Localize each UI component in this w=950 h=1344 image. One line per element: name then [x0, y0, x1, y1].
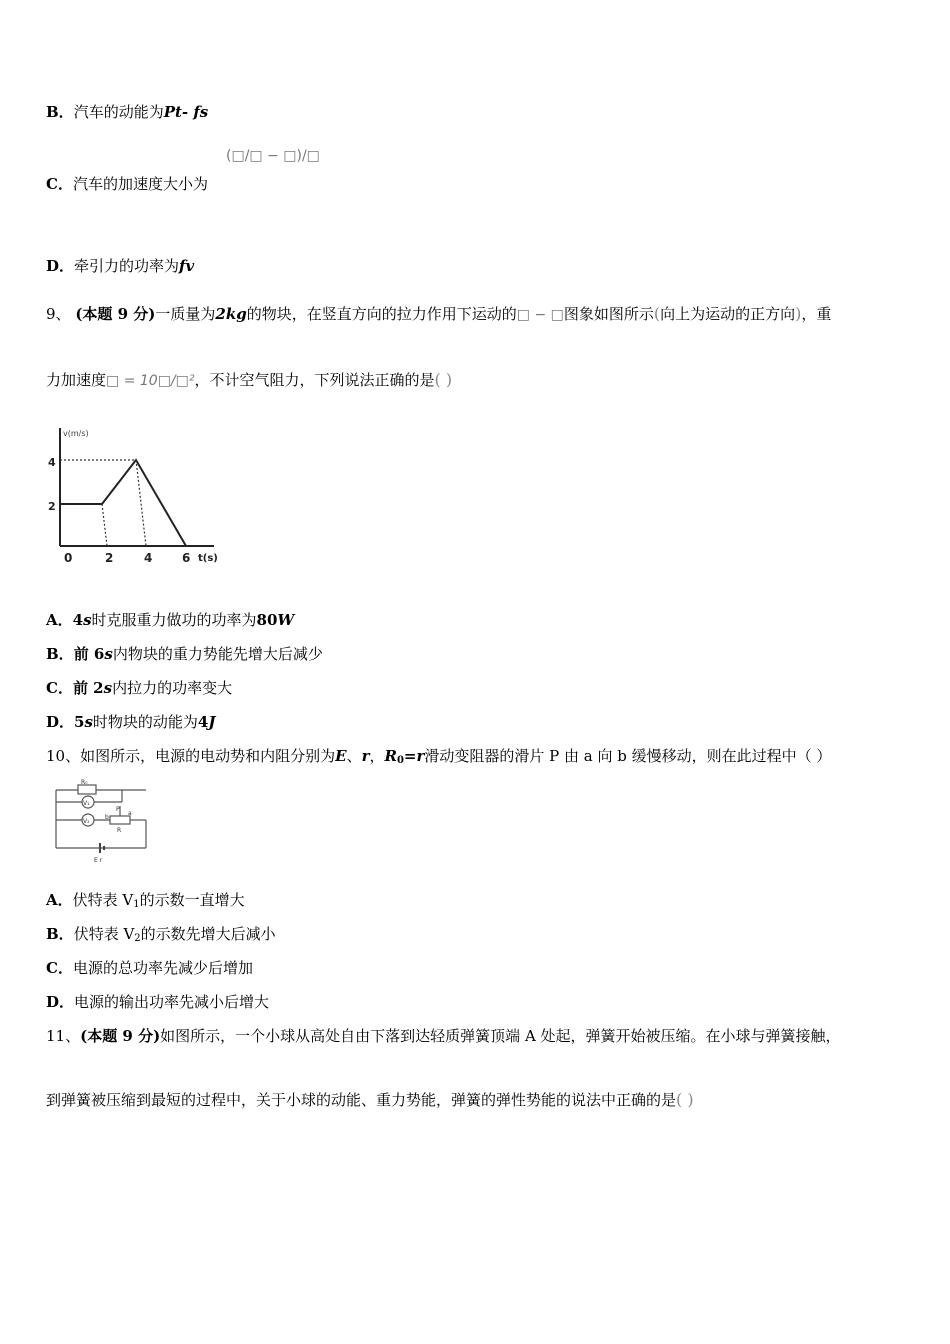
option-text: 的示数先增大后减小	[140, 925, 276, 943]
option-label: C．	[46, 959, 73, 977]
resistance-symbol: r	[361, 747, 370, 765]
option-text: 电源的输出功率先减小后增大	[74, 993, 270, 1011]
option-text: 内物块的重力势能先增大后减少	[112, 645, 323, 663]
option-subscript: 2	[134, 933, 141, 944]
q9-option-d	[46, 712, 215, 732]
option-text: 电源的总功率先减少后增加	[72, 959, 253, 977]
option-label: C．	[46, 175, 73, 193]
stem-text: 如图所示，一个小球从高处自由下落到达轻质弹簧顶端 A 处起，弹簧开始被压缩。在小球与弹簧接触，	[160, 1027, 841, 1045]
stem-text: 的物块，在竖直方向的拉力作用下运动的	[246, 305, 517, 323]
r0-subscript: 0	[396, 755, 404, 766]
vt-line	[60, 460, 186, 546]
vt-symbol: □ − □	[516, 307, 564, 323]
stem-text: 一质量为	[155, 305, 216, 323]
q10-stem	[46, 746, 831, 771]
option-label: C．	[46, 679, 73, 697]
stem-text: 到弹簧被压缩到最短的过程中，关于小球的动能、重力势能，弹簧的弹性势能的说法中正确的是	[46, 1091, 677, 1109]
x-tick-4: 4	[144, 551, 153, 565]
option-text: 汽车的动能为	[73, 103, 164, 121]
option-text: 牵引力的功率为	[74, 257, 180, 275]
option-text: 时物块的动能为	[92, 713, 198, 731]
stem-text: ，重	[801, 305, 832, 323]
option-label: D．	[46, 993, 75, 1011]
q9-stem-line2	[46, 370, 452, 391]
stem-text: ，不计空气阻力，下列说法正确的是	[194, 371, 435, 389]
label-v2: V₂	[83, 818, 90, 825]
option-text: 内拉力的功率变大	[112, 679, 233, 697]
y-tick-2: 2	[48, 500, 56, 513]
stem-text: ，	[369, 747, 385, 765]
y-axis-label: v(m/s)	[63, 429, 89, 438]
label-r: R	[117, 827, 122, 834]
option-num: 前 6	[73, 645, 105, 663]
stem-text: 图象如图所示	[563, 305, 654, 323]
x-tick-0: 0	[64, 551, 73, 565]
option-num: 4	[197, 713, 209, 731]
option-unit: s	[104, 645, 113, 663]
emf-symbol: E	[335, 747, 347, 765]
x-axis-label: t(s)	[198, 553, 218, 564]
option-label: A．	[46, 891, 73, 909]
label-er: E r	[94, 857, 103, 864]
q9-option-c	[46, 678, 232, 698]
y-tick-4: 4	[48, 456, 56, 469]
option-text: 时克服重力做功的功率为	[91, 611, 257, 629]
q8-option-b	[46, 102, 208, 122]
dash-t2	[102, 504, 107, 546]
option-unit: s	[83, 611, 92, 629]
option-formula: Pt- fs	[163, 103, 209, 121]
q9-option-a	[46, 610, 294, 630]
x-tick-6: 6	[182, 551, 191, 565]
option-unit: J	[208, 713, 216, 731]
option-text: 的示数一直增大	[139, 891, 245, 909]
q8-option-d	[46, 256, 194, 276]
label-r0: R₀	[81, 779, 88, 786]
q11-stem-line1	[46, 1026, 841, 1046]
question-number: 10、	[46, 747, 81, 765]
question-score: (本题 9 分)	[75, 305, 156, 323]
q10-option-b	[46, 924, 276, 949]
x-tick-2: 2	[105, 551, 114, 565]
circuit-diagram	[50, 776, 154, 864]
mass-value: 2kg	[215, 305, 247, 323]
option-num: 4	[72, 611, 84, 629]
option-num: 前 2	[72, 679, 104, 697]
option-label: D．	[46, 713, 75, 731]
option-unit: s	[84, 713, 93, 731]
option-label: B．	[46, 645, 74, 663]
gravity-formula: □ = 10□/□²	[106, 373, 195, 389]
paren-close: )	[795, 304, 802, 323]
question-score: (本题 9 分)	[80, 1027, 161, 1045]
vt-graph	[46, 424, 236, 570]
q9-option-b	[46, 644, 323, 664]
option-label: B．	[46, 925, 74, 943]
option-unit: s	[103, 679, 113, 697]
q11-stem-line2	[46, 1090, 694, 1110]
label-b: b	[105, 814, 109, 821]
question-number: 9、	[46, 305, 71, 323]
q8-option-c-formula: (□/□ − □)/□	[226, 148, 320, 164]
stem-text: 如图所示，电源的电动势和内阻分别为	[80, 747, 336, 765]
equals: =	[403, 747, 417, 765]
q9-stem-line1	[46, 304, 831, 325]
option-label: D．	[46, 257, 75, 275]
answer-paren: ( )	[434, 370, 453, 389]
label-a: a	[128, 810, 132, 817]
label-v1: V₁	[83, 800, 90, 807]
paren-open: (	[653, 304, 661, 323]
option-num: 5	[74, 713, 85, 731]
option-subscript: 1	[133, 899, 140, 910]
option-text: 汽车的加速度大小为	[72, 175, 208, 193]
answer-paren: ( )	[676, 1090, 694, 1109]
option-num: 80	[256, 611, 278, 629]
stem-text: 、	[346, 747, 362, 765]
q10-option-c	[46, 958, 253, 978]
option-unit: W	[277, 611, 295, 629]
stem-text: 力加速度	[46, 371, 107, 389]
option-label: A．	[46, 611, 73, 629]
option-formula: fv	[179, 257, 195, 275]
question-number: 11、	[46, 1027, 81, 1045]
option-label: B．	[46, 103, 74, 121]
q10-option-a	[46, 890, 245, 915]
stem-text: 滑动变阻器的滑片 P 由 a 向 b 缓慢移动，则在此过程中（ ）	[424, 747, 832, 765]
option-text: 伏特表 V	[73, 925, 135, 943]
q10-option-d	[46, 992, 269, 1012]
q8-option-c	[46, 174, 208, 194]
stem-text: 向上为运动的正方向	[660, 305, 796, 323]
resistance-symbol: r	[416, 747, 425, 765]
label-p: P	[116, 806, 120, 813]
option-text: 伏特表 V	[72, 891, 134, 909]
r0-symbol: R	[384, 747, 397, 765]
